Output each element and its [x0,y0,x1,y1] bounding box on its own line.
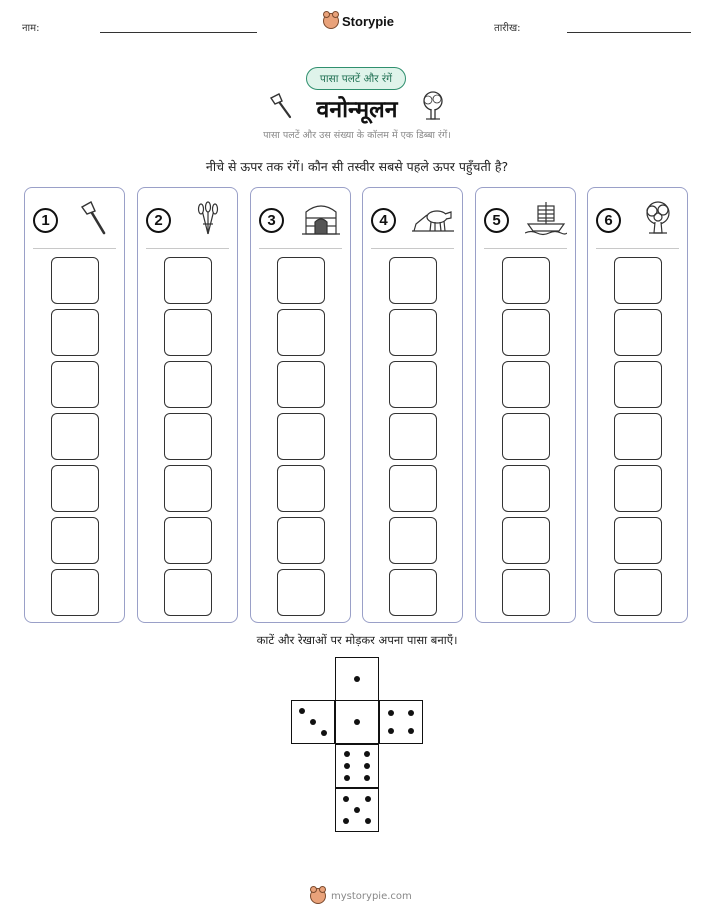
color-box[interactable] [51,309,99,356]
column-header [146,202,229,238]
column-1 [24,187,125,623]
die-face-1 [335,657,379,701]
die-pip [364,763,370,769]
die-pip [321,730,327,736]
die-pip [388,710,394,716]
column-number: 5 [484,208,509,233]
tree-title-icon [418,90,448,122]
color-box[interactable] [502,361,550,408]
column-header [596,202,679,238]
column-header [33,202,116,238]
die-pip [343,796,349,802]
die-pip [299,708,305,714]
die-pip [365,796,371,802]
column-4 [362,187,463,623]
column-number: 2 [146,208,171,233]
color-box[interactable] [51,361,99,408]
column-number: 3 [259,208,284,233]
color-box[interactable] [277,309,325,356]
column-2 [137,187,238,623]
color-box[interactable] [502,569,550,616]
color-box[interactable] [51,257,99,304]
die-pip [354,676,360,682]
ox-plough-icon [412,200,454,240]
die-pip [354,807,360,813]
die-pip [408,710,414,716]
color-box[interactable] [614,361,662,408]
kiln-icon [300,200,342,240]
color-box[interactable] [614,309,662,356]
column-3 [250,187,351,623]
color-box[interactable] [164,465,212,512]
color-box[interactable] [389,361,437,408]
die-pip [310,719,316,725]
date-line[interactable] [567,32,691,33]
die-pip [408,728,414,734]
column-header [371,202,454,238]
die-pip [343,818,349,824]
color-box[interactable] [164,517,212,564]
date-label: तारीख: [494,23,521,34]
color-box[interactable] [164,361,212,408]
die-face-5 [335,788,379,832]
color-box[interactable] [164,569,212,616]
color-box[interactable] [164,309,212,356]
die-pip [344,775,350,781]
wheat-icon [187,200,229,240]
page-subtitle: पासा पलटें और उस संख्या के कॉलम में एक डिब्बा रंगें। [263,130,451,141]
brand-name: Storypie [342,13,395,29]
column-number: 6 [596,208,621,233]
footer-url[interactable]: mystorypie.com [331,890,412,902]
name-label: नाम: [22,23,40,34]
color-box[interactable] [502,517,550,564]
activity-badge: पासा पलटें और रंगें [306,67,406,90]
column-divider [259,248,342,249]
axe-title-icon [268,92,296,120]
color-box[interactable] [164,413,212,460]
color-box[interactable] [164,257,212,304]
die-pip [344,751,350,757]
die-face-3 [291,700,335,744]
column-header [259,202,342,238]
die-face-6 [335,744,379,788]
color-box[interactable] [389,465,437,512]
die-pip [354,719,360,725]
column-divider [484,248,567,249]
color-box[interactable] [389,413,437,460]
bear-icon [323,13,339,29]
column-divider [596,248,679,249]
color-box[interactable] [389,569,437,616]
die-face-1 [335,700,379,744]
die-pip [388,728,394,734]
color-box[interactable] [614,517,662,564]
color-box[interactable] [51,465,99,512]
die-pip [364,775,370,781]
footer [310,888,412,904]
color-box[interactable] [389,517,437,564]
color-box[interactable] [614,257,662,304]
color-box[interactable] [614,413,662,460]
color-box[interactable] [277,517,325,564]
column-number: 4 [371,208,396,233]
color-box[interactable] [389,257,437,304]
tree-icon [637,200,679,240]
bear-footer-icon [310,888,326,904]
color-box[interactable] [277,569,325,616]
die-pip [364,751,370,757]
color-box[interactable] [389,309,437,356]
color-box[interactable] [614,465,662,512]
page-title: वनोन्मूलन [316,97,398,123]
column-header [484,202,567,238]
axe-icon [74,200,116,240]
color-box[interactable] [51,413,99,460]
column-6 [587,187,688,623]
color-box[interactable] [502,413,550,460]
ship-icon [525,200,567,240]
color-box[interactable] [277,465,325,512]
color-box[interactable] [277,257,325,304]
storypie-logo [323,13,394,29]
column-divider [146,248,229,249]
name-line[interactable] [100,32,257,33]
die-pip [344,763,350,769]
instruction-text: नीचे से ऊपर तक रंगें। कौन सी तस्वीर सबसे पहले ऊपर पहुँचती है? [205,159,509,174]
color-box[interactable] [51,569,99,616]
color-box[interactable] [502,309,550,356]
color-box[interactable] [502,257,550,304]
column-5 [475,187,576,623]
die-pip [365,818,371,824]
die-face-4 [379,700,423,744]
color-box[interactable] [277,413,325,460]
color-box[interactable] [502,465,550,512]
cut-instruction: काटें और रेखाओं पर मोड़कर अपना पासा बनाएँ। [256,633,458,647]
column-divider [33,248,116,249]
color-box[interactable] [51,517,99,564]
color-box[interactable] [614,569,662,616]
column-number: 1 [33,208,58,233]
column-divider [371,248,454,249]
color-box[interactable] [277,361,325,408]
